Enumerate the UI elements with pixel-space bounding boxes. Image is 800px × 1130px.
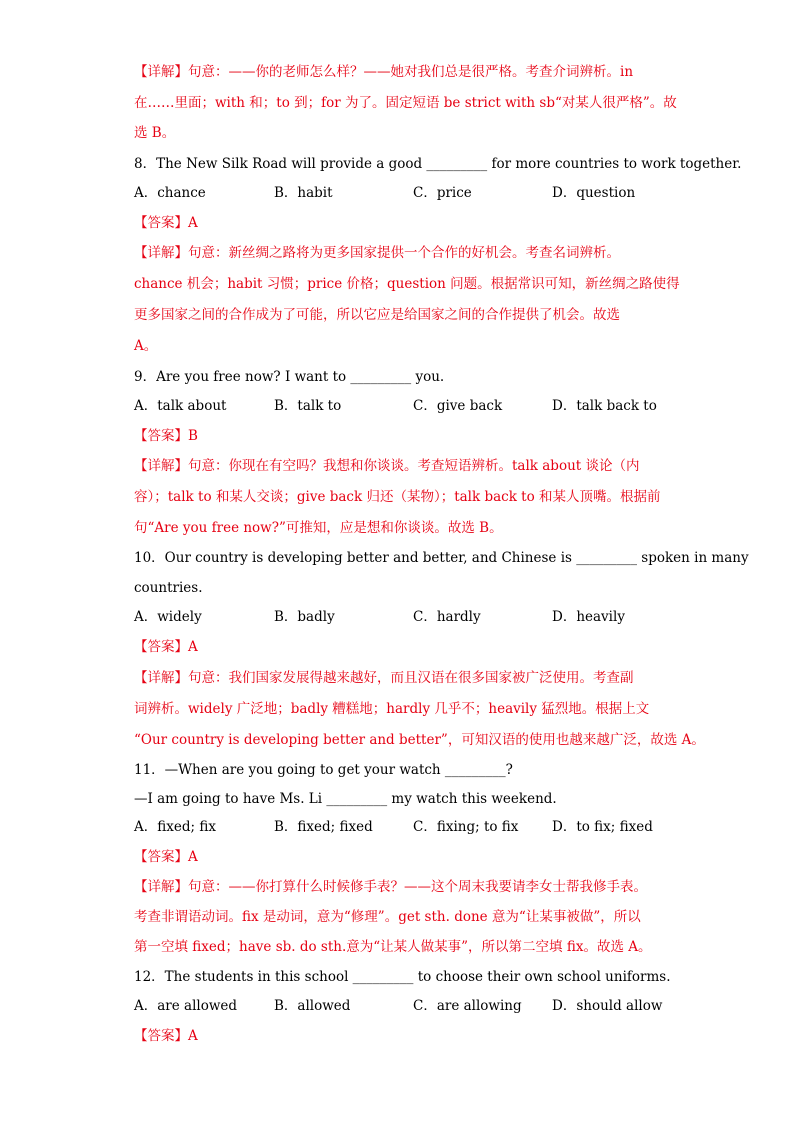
q8-detail-line: chance 机会；habit 习惯；price 价格；question 问题。根据常识可知，新丝绸之路使得 [134, 276, 680, 292]
q11-answer: 【答案】A [134, 849, 198, 865]
q12-option-a: A．are allowed [134, 998, 238, 1014]
q10-answer: 【答案】A [134, 639, 198, 655]
q7-detail-line: 在……里面；with 和；to 到；for 为了。固定短语 be strict with sb“对某人很严格”。故 [134, 95, 677, 111]
q8-detail-line: A。 [134, 338, 158, 354]
q9-detail-line: 【详解】句意：你现在有空吗？我想和你谈谈。考查短语辨析。talk about 谈论（内 [134, 458, 640, 474]
q8-option-d: D．question [552, 185, 636, 201]
q9-detail-line: 句“Are you free now?”可推知，应是想和你谈谈。故选 B。 [134, 520, 503, 536]
q12-option-c: C．are allowing [413, 998, 522, 1014]
q12-option-b: B．allowed [274, 998, 351, 1014]
q8-answer: 【答案】A [134, 215, 198, 231]
q9-option-d: D．talk back to [552, 398, 657, 414]
q10-option-d: D．heavily [552, 609, 625, 625]
q10-option-a: A．widely [134, 609, 202, 625]
q12-option-d: D．should allow [552, 998, 663, 1014]
q10-detail-line: 【详解】句意：我们国家发展得越来越好，而且汉语在很多国家被广泛使用。考查副 [134, 670, 634, 686]
q8-detail-line: 更多国家之间的合作成为了可能，所以它应是给国家之间的合作提供了机会。故选 [134, 307, 620, 323]
q11-option-a: A．fixed; fix [134, 819, 216, 835]
q9-option-c: C．give back [413, 398, 503, 414]
q8-detail-line: 【详解】句意：新丝绸之路将为更多国家提供一个合作的好机会。考查名词辨析。 [134, 245, 620, 261]
q7-detail-line: 【详解】句意：——你的老师怎么样？——她对我们总是很严格。考查介词辨析。in [134, 64, 634, 80]
q10-option-b: B．badly [274, 609, 335, 625]
q10-option-c: C．hardly [413, 609, 481, 625]
q10-stem-line: countries. [134, 580, 203, 596]
q11-detail-line: 考查非谓语动词。fix 是动词，意为“修理”。get sth. done 意为“让某事被做”，所以 [134, 909, 641, 925]
q11-detail-line: 第一空填 fixed；have sb. do sth.意为“让某人做某事”，所以第二空填 fix。故选 A。 [134, 939, 652, 955]
q9-option-b: B．talk to [274, 398, 342, 414]
q11-stem-line: —I am going to have Ms. Li _________ my watch this weekend. [134, 791, 557, 807]
q11-detail-line: 【详解】句意：——你打算什么时候修手表？——这个周末我要请李女士帮我修手表。 [134, 879, 647, 895]
q8-option-c: C．price [413, 185, 472, 201]
q9-stem: 9．Are you free now? I want to _________ you. [134, 369, 445, 385]
q12-stem: 12．The students in this school _________ to choose their own school uniforms. [134, 969, 671, 985]
q7-detail-line: 选 B。 [134, 125, 176, 141]
q9-option-a: A．talk about [134, 398, 227, 414]
q10-detail-line: “Our country is developing better and better”，可知汉语的使用也越来越广泛，故选 A。 [134, 732, 705, 748]
q8-option-b: B．habit [274, 185, 333, 201]
q11-stem-line: 11．—When are you going to get your watch _________? [134, 762, 513, 778]
q8-option-a: A．chance [134, 185, 206, 201]
q11-option-d: D．to fix; fixed [552, 819, 653, 835]
q12-answer: 【答案】A [134, 1028, 198, 1044]
q9-detail-line: 容）；talk to 和某人交谈；give back 归还（某物）；talk back to 和某人顶嘴。根据前 [134, 489, 661, 505]
q10-detail-line: 词辨析。widely 广泛地；badly 糟糕地；hardly 几乎不；heavily 猛烈地。根据上文 [134, 701, 650, 717]
q10-stem-line: 10．Our country is developing better and better, and Chinese is _________ spoken in many [134, 550, 749, 566]
q11-option-c: C．fixing; to fix [413, 819, 519, 835]
q11-option-b: B．fixed; fixed [274, 819, 373, 835]
q9-answer: 【答案】B [134, 428, 198, 444]
q8-stem: 8．The New Silk Road will provide a good _________ for more countries to work together. [134, 156, 742, 172]
